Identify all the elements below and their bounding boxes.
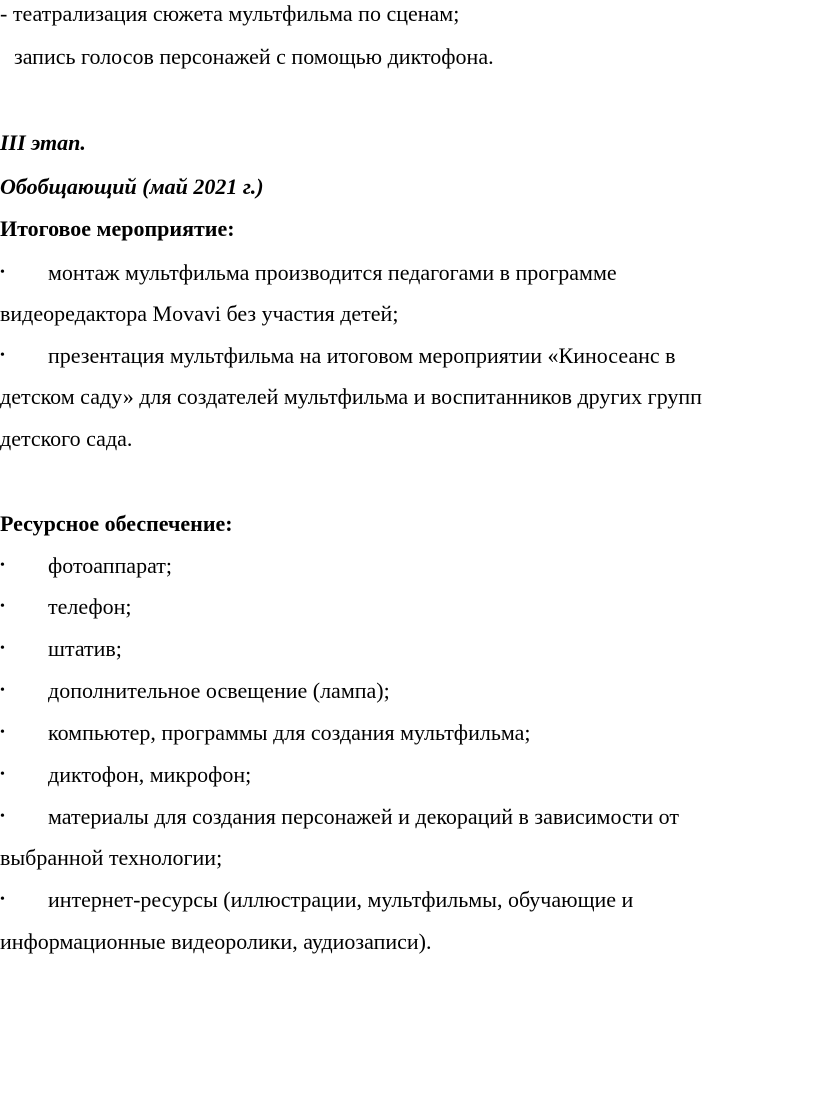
bullet-icon (0, 804, 10, 830)
list-item-text: видеоредактора Movavi без участия детей; (0, 301, 399, 326)
bullet-icon (0, 343, 10, 369)
bullet-icon (0, 678, 10, 704)
list-item-text: презентация мультфильма на итоговом мероприятии «Киносеанс в (48, 343, 676, 368)
list-item-text: диктофон, микрофон; (48, 762, 252, 787)
stage-task-line: - театрализация сюжета мультфильма по сценам; (0, 1, 460, 26)
final-event-heading: Итоговое мероприятие: (0, 216, 235, 241)
list-item-text: детского сада. (0, 426, 133, 451)
bullet-icon (0, 762, 10, 788)
list-item-text: детском саду» для создателей мультфильма и воспитанников других групп (0, 384, 702, 409)
list-item-text: штатив; (48, 636, 122, 661)
bullet-icon (0, 260, 10, 286)
list-item-text: монтаж мультфильма производится педагогами в программе (48, 260, 617, 285)
stage-subtitle: Обобщающий (май 2021 г.) (0, 174, 264, 199)
list-item-text: интернет-ресурсы (иллюстрации, мультфильмы, обучающие и (48, 887, 634, 912)
bullet-icon (0, 636, 10, 662)
bullet-icon (0, 720, 10, 746)
list-item-text: материалы для создания персонажей и декораций в зависимости от (48, 804, 679, 829)
list-item-text: дополнительное освещение (лампа); (48, 678, 390, 703)
bullet-icon (0, 594, 10, 620)
bullet-icon (0, 887, 10, 913)
resources-heading: Ресурсное обеспечение: (0, 511, 233, 536)
list-item-text: информационные видеоролики, аудиозаписи). (0, 929, 432, 954)
bullet-icon (0, 553, 10, 579)
list-item-text: выбранной технологии; (0, 845, 223, 870)
list-item-text: фотоаппарат; (48, 553, 172, 578)
list-item-text: телефон; (48, 594, 132, 619)
list-item-text: компьютер, программы для создания мультфильма; (48, 720, 531, 745)
stage-title: III этап. (0, 130, 86, 155)
stage-task-line: запись голосов персонажей с помощью диктофона. (14, 44, 494, 69)
